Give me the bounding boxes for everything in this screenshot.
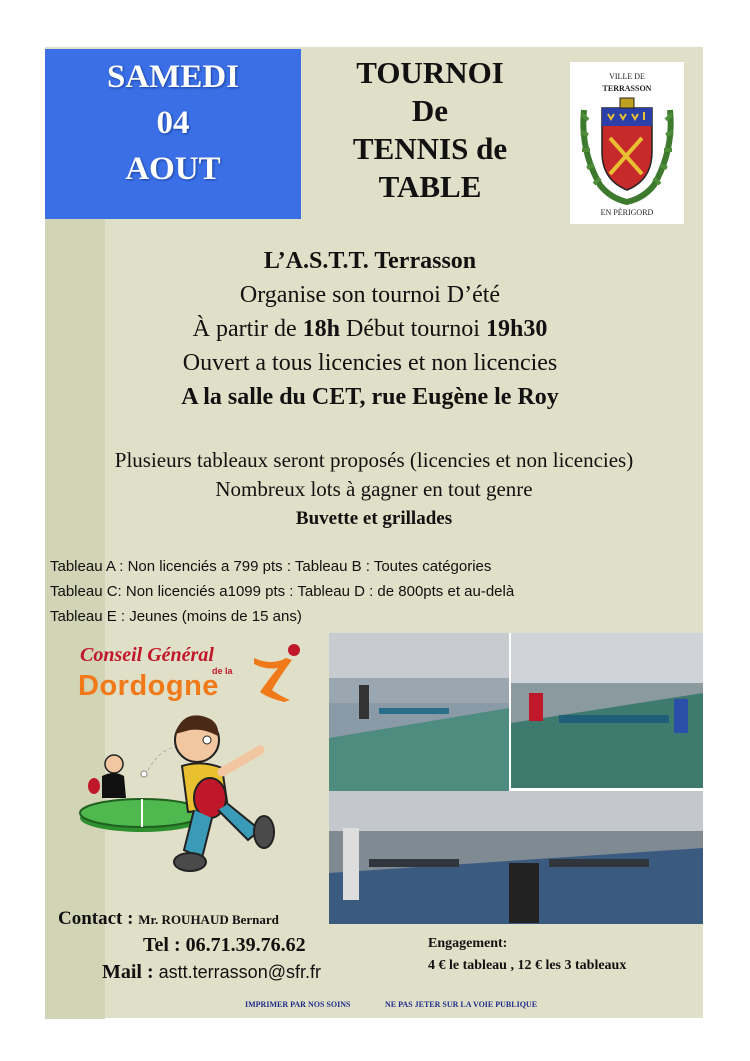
open-time: 18h xyxy=(302,316,340,342)
details-block xyxy=(45,446,703,533)
footer-print-note: IMPRIMER PAR NOS SOINS xyxy=(245,1000,351,1009)
intro-block xyxy=(100,244,640,414)
conseil-general-text: Conseil Général xyxy=(80,644,214,666)
mail-address[interactable]: astt.terrasson@sfr.fr xyxy=(158,962,321,982)
club-name: L’A.S.T.T. Terrasson xyxy=(263,248,477,274)
mail-line xyxy=(102,961,321,984)
engagement-label: Engagement: xyxy=(428,936,508,951)
de-la-text: de la xyxy=(212,666,233,676)
details-buvette: Buvette et grillades xyxy=(295,508,453,529)
organise-line: Organise son tournoi D’été xyxy=(239,282,501,308)
contact-name: Mr. ROUHAUD Bernard xyxy=(138,912,279,927)
details-tableaux: Plusieurs tableaux seront proposés (licencies et non licencies) xyxy=(114,448,634,472)
engagement-text: 4 € le tableau , 12 € les 3 tableaux xyxy=(428,958,627,973)
date-day: SAMEDI xyxy=(106,59,240,95)
date-month: AOUT xyxy=(125,151,221,187)
open-line: Ouvert a tous licencies et non licencies xyxy=(182,350,558,376)
contact-line xyxy=(58,908,279,930)
tableau-line-1: Tableau A : Non licenciés a 799 pts : Tableau B : Toutes catégories xyxy=(50,558,492,575)
contact-label: Contact : xyxy=(58,908,139,929)
tableau-line-2: Tableau C: Non licenciés a1099 pts : Tableau D : de 800pts et au-delà xyxy=(50,583,515,600)
dordogne-text: Dordogne xyxy=(78,670,219,702)
title-line-3: TENNIS de xyxy=(352,131,508,166)
phone-number: 06.71.39.76.62 xyxy=(185,934,306,956)
phone-line xyxy=(143,934,306,957)
date-box xyxy=(45,49,301,219)
crest-arc-text: TERRASSON xyxy=(602,84,652,93)
phone-label: Tel : xyxy=(143,934,186,956)
terrasson-crest xyxy=(570,62,684,224)
title-line-4: TABLE xyxy=(378,169,482,204)
crest-top-text: VILLE DE xyxy=(609,72,645,81)
crest-bottom-text: EN PÉRIGORD xyxy=(600,208,654,217)
mail-label: Mail : xyxy=(102,961,159,983)
tournament-title xyxy=(320,54,540,206)
details-lots: Nombreux lots à gagner en tout genre xyxy=(215,477,533,501)
title-line-1: TOURNOI xyxy=(356,55,504,90)
tableau-line-3: Tableau E : Jeunes (moins de 15 ans) xyxy=(50,608,302,625)
venue-line: A la salle du CET, rue Eugène le Roy xyxy=(181,384,559,410)
coat-of-arms-icon xyxy=(570,90,684,220)
date-number: 04 xyxy=(156,105,190,141)
start-time: 19h30 xyxy=(485,316,548,342)
tournament-photos xyxy=(329,633,703,924)
footer-litter-note: NE PAS JETER SUR LA VOIE PUBLIQUE xyxy=(385,1000,538,1009)
title-line-2: De xyxy=(411,93,449,128)
cartoon-players-illustration xyxy=(72,700,312,885)
runner-figure-icon xyxy=(250,640,306,702)
schedule-line: À partir de 18h Début tournoi 19h30 xyxy=(192,316,548,342)
